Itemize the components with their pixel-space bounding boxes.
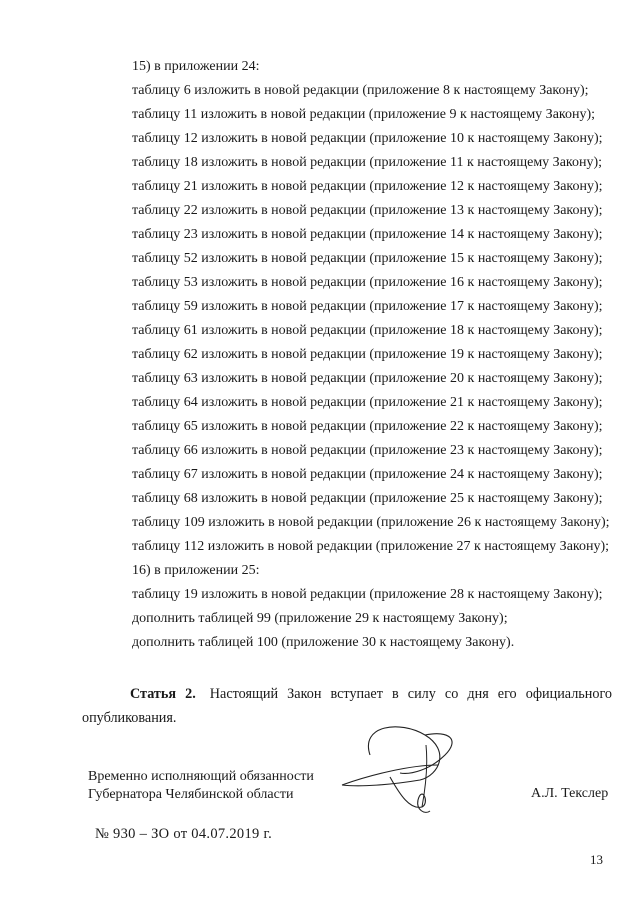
list-item: таблицу 61 изложить в новой редакции (приложение 18 к настоящему Закону); [132,323,603,338]
signatory-position [88,768,314,804]
list-item: таблицу 19 изложить в новой редакции (приложение 28 к настоящему Закону); [132,587,603,602]
handwritten-signature [330,715,470,825]
list-item: таблицу 53 изложить в новой редакции (приложение 16 к настоящему Закону); [132,275,603,290]
list-item: таблицу 63 изложить в новой редакции (приложение 20 к настоящему Закону); [132,371,603,386]
page-number: 13 [590,852,603,867]
list-item: таблицу 66 изложить в новой редакции (приложение 23 к настоящему Закону); [132,443,603,458]
position-line-2: Губернатора Челябинской области [88,787,294,802]
article-label: Статья 2. [130,686,196,702]
list-item: таблицу 6 изложить в новой редакции (приложение 8 к настоящему Закону); [132,83,589,98]
article-text: Настоящий Закон вступает в силу со дня его официального опубликования. [82,686,613,726]
list-item: таблицу 11 изложить в новой редакции (приложение 9 к настоящему Закону); [132,107,596,122]
list-item: таблицу 112 изложить в новой редакции (приложение 27 к настоящему Закону); [132,539,610,554]
list-item: таблицу 23 изложить в новой редакции (приложение 14 к настоящему Закону); [132,227,603,242]
list-item: дополнить таблицей 100 (приложение 30 к настоящему Закону). [132,635,515,650]
signatory-name: А.Л. Текслер [531,786,609,801]
list-item: 16) в приложении 25: [132,563,260,578]
amendment-list [0,55,640,655]
list-item: таблицу 67 изложить в новой редакции (приложение 24 к настоящему Закону); [132,467,603,482]
position-line-1: Временно исполняющий обязанности [88,769,314,784]
list-item: таблицу 59 изложить в новой редакции (приложение 17 к настоящему Закону); [132,299,603,314]
list-item: 15) в приложении 24: [132,59,260,74]
list-item: таблицу 52 изложить в новой редакции (приложение 15 к настоящему Закону); [132,251,603,266]
list-item: таблицу 62 изложить в новой редакции (приложение 19 к настоящему Закону); [132,347,603,362]
law-number: № 930 – ЗО от 04.07.2019 г. [95,826,273,842]
list-item: дополнить таблицей 99 (приложение 29 к настоящему Закону); [132,611,508,626]
list-item: таблицу 22 изложить в новой редакции (приложение 13 к настоящему Закону); [132,203,603,218]
list-item: таблицу 21 изложить в новой редакции (приложение 12 к настоящему Закону); [132,179,603,194]
list-item: таблицу 109 изложить в новой редакции (приложение 26 к настоящему Закону); [132,515,610,530]
list-item: таблицу 65 изложить в новой редакции (приложение 22 к настоящему Закону); [132,419,603,434]
list-item: таблицу 68 изложить в новой редакции (приложение 25 к настоящему Закону); [132,491,603,506]
list-item: таблицу 12 изложить в новой редакции (приложение 10 к настоящему Закону); [132,131,603,146]
list-item: таблицу 18 изложить в новой редакции (приложение 11 к настоящему Закону); [132,155,603,170]
list-item: таблицу 64 изложить в новой редакции (приложение 21 к настоящему Закону); [132,395,603,410]
